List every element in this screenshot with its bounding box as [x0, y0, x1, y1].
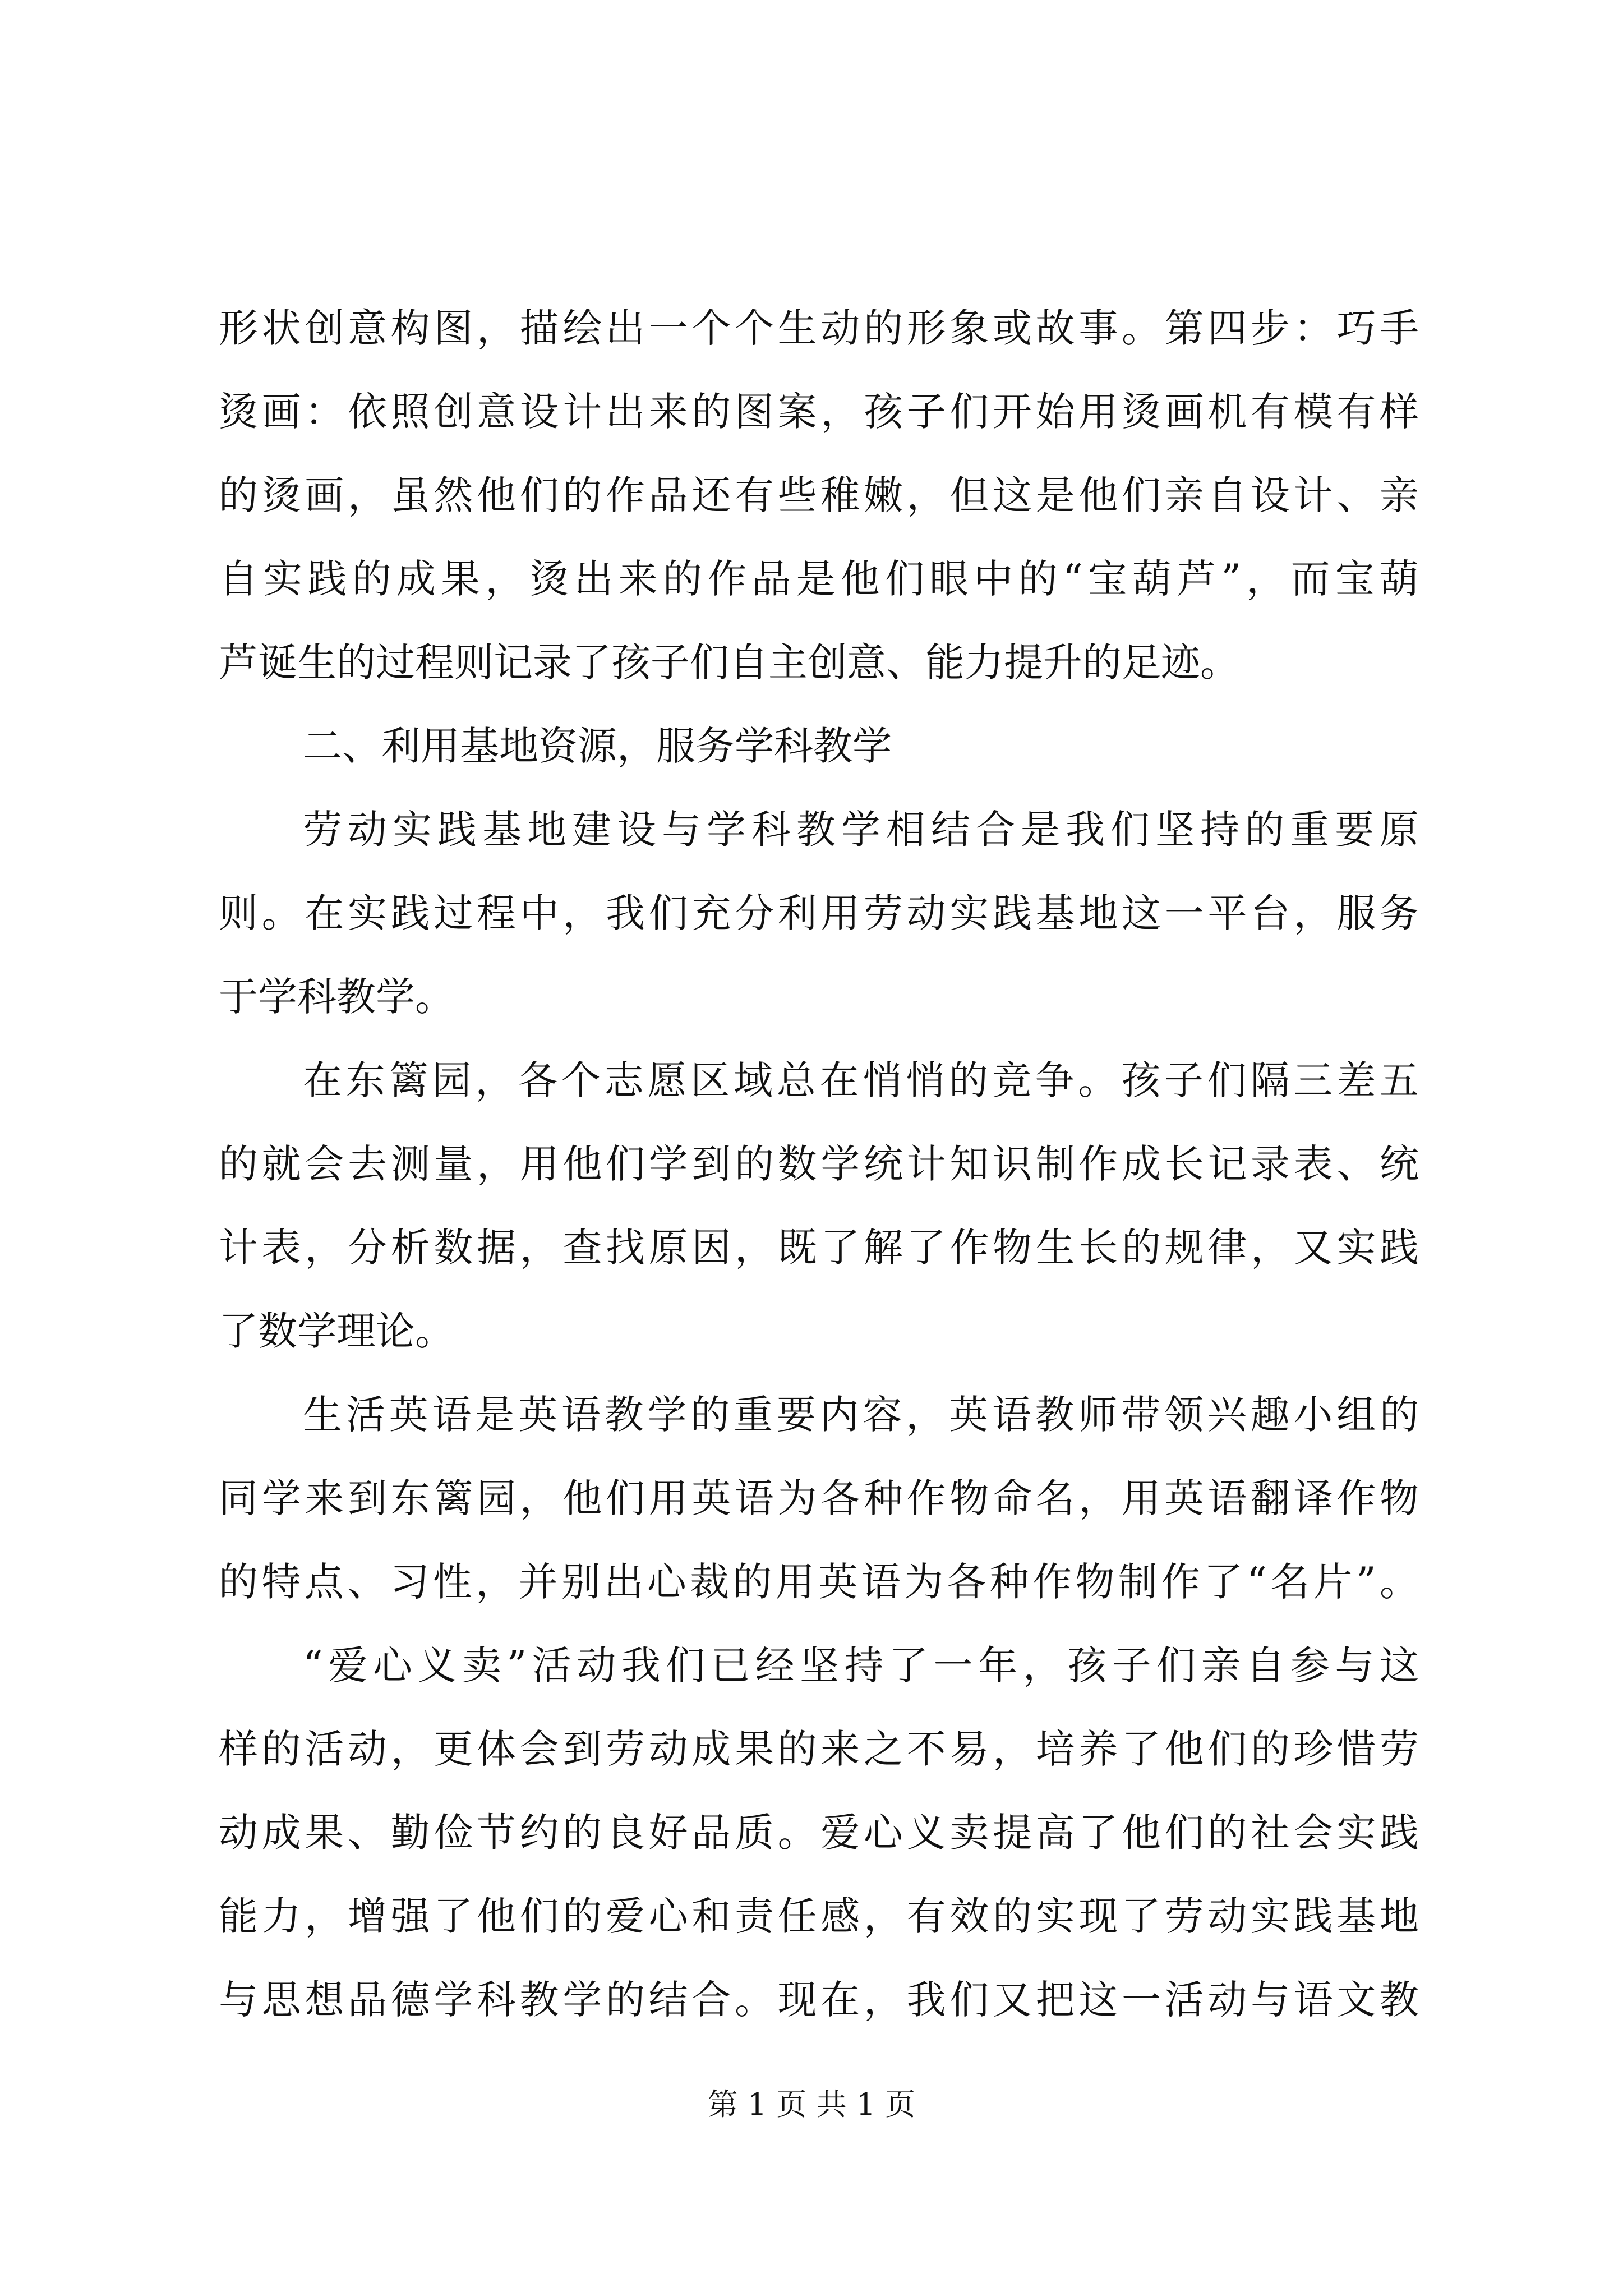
text-line: 自实践的成果，烫出来的作品是他们眼中的“宝葫芦”，而宝葫 [219, 556, 1419, 602]
text-line: “爱心义卖”活动我们已经坚持了一年，孩子们亲自参与这 [303, 1642, 1419, 1688]
text-line: 样的活动，更体会到劳动成果的来之不易，培养了他们的珍惜劳 [219, 1726, 1419, 1772]
text-line: 的特点、习性，并别出心裁的用英语为各种作物制作了“名片”。 [219, 1559, 1419, 1605]
text-line: 了数学理论。 [219, 1308, 454, 1354]
section-heading: 二、利用基地资源，服务学科教学 [303, 723, 892, 769]
text-line: 形状创意构图，描绘出一个个生动的形象或故事。第四步：巧手 [219, 305, 1419, 351]
text-line: 芦诞生的过程则记录了孩子们自主创意、能力提升的足迹。 [219, 639, 1239, 685]
text-line: 的就会去测量，用他们学到的数学统计知识制作成长记录表、统 [219, 1141, 1419, 1187]
text-line: 烫画：依照创意设计出来的图案，孩子们开始用烫画机有模有样 [219, 389, 1419, 435]
text-line: 同学来到东篱园，他们用英语为各种作物命名，用英语翻译作物 [219, 1475, 1419, 1521]
text-line: 计表，分析数据，查找原因，既了解了作物生长的规律，又实践 [219, 1225, 1419, 1271]
text-line: 与思想品德学科教学的结合。现在，我们又把这一活动与语文教 [219, 1977, 1419, 2023]
text-line: 劳动实践基地建设与学科教学相结合是我们坚持的重要原 [303, 807, 1419, 853]
text-line: 则。在实践过程中，我们充分利用劳动实践基地这一平台，服务 [219, 890, 1419, 936]
text-line: 在东篱园，各个志愿区域总在悄悄的竞争。孩子们隔三差五 [303, 1057, 1419, 1103]
text-line: 生活英语是英语教学的重要内容，英语教师带领兴趣小组的 [303, 1392, 1419, 1438]
text-line: 于学科教学。 [219, 974, 454, 1020]
text-line: 动成果、勤俭节约的良好品质。爱心义卖提高了他们的社会实践 [219, 1810, 1419, 1856]
text-line: 的烫画，虽然他们的作品还有些稚嫩，但这是他们亲自设计、亲 [219, 472, 1419, 518]
page-number-footer: 第 1 页 共 1 页 [707, 2087, 916, 2122]
text-line: 能力，增强了他们的爱心和责任感，有效的实现了劳动实践基地 [219, 1893, 1419, 1939]
